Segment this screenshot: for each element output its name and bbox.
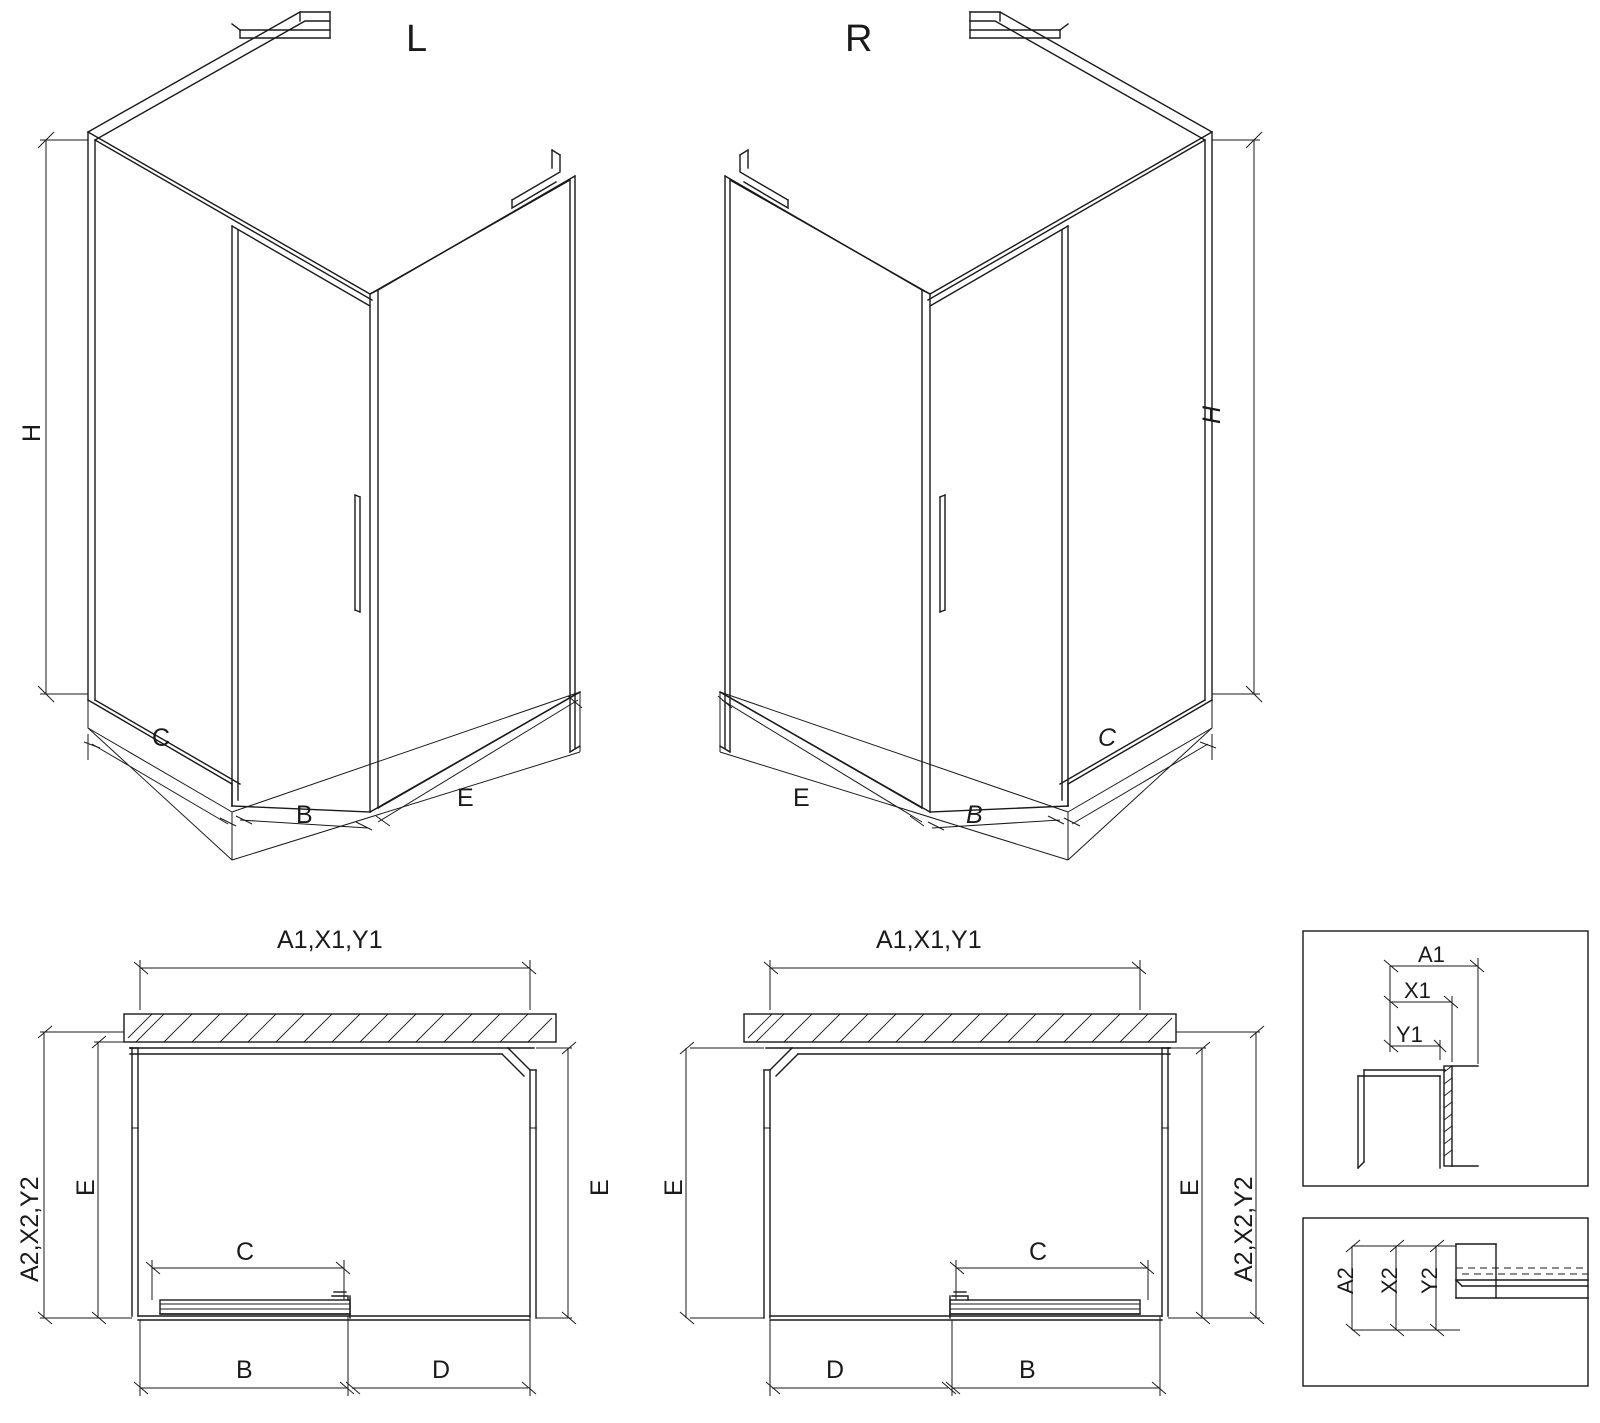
iso-left-width-label: E xyxy=(457,784,474,812)
detail-bottom-y2-label: Y2 xyxy=(1417,1267,1442,1294)
detail-bottom-a2-label: A2 xyxy=(1333,1267,1358,1294)
plan-left-top-dim-label: A1,X1,Y1 xyxy=(277,926,383,954)
plan-left-inner-right-label: E xyxy=(586,1179,614,1196)
variant-label-right: R xyxy=(845,18,873,60)
plan-left-d-label: D xyxy=(432,1356,451,1384)
detail-bottom-x2-label: X2 xyxy=(1377,1267,1402,1294)
plan-right-c-label: C xyxy=(1029,1238,1048,1266)
plan-right-side-dim-label: A2,X2,Y2 xyxy=(1230,1176,1258,1282)
iso-left-view xyxy=(38,12,582,860)
plan-left-c-label: C xyxy=(236,1238,255,1266)
plan-right-inner-left-label: E xyxy=(660,1179,688,1196)
detail-bottom-view xyxy=(1303,1218,1588,1386)
iso-left-height-label: H xyxy=(18,423,46,442)
iso-left-door-label: B xyxy=(296,801,313,829)
variant-label-left: L xyxy=(406,18,428,60)
iso-right-door-label: B xyxy=(966,801,983,829)
iso-right-width-label: E xyxy=(793,784,810,812)
plan-left-side-dim-label: A2,X2,Y2 xyxy=(16,1176,44,1282)
plan-right-inner-right-label: E xyxy=(1176,1179,1204,1196)
detail-top-y1-label: Y1 xyxy=(1396,1022,1423,1047)
iso-right-depth-label: C xyxy=(1098,724,1117,752)
plan-left-view xyxy=(38,960,576,1396)
detail-top-x1-label: X1 xyxy=(1404,978,1431,1003)
plan-right-d-label: D xyxy=(826,1356,845,1384)
plan-left-b-label: B xyxy=(236,1356,253,1384)
detail-top-a1-label: A1 xyxy=(1418,942,1445,967)
plan-left-inner-left-label: E xyxy=(72,1179,100,1196)
detail-top-view xyxy=(1303,931,1588,1186)
iso-right-view xyxy=(718,12,1262,860)
plan-right-b-label: B xyxy=(1019,1356,1036,1384)
plan-right-top-dim-label: A1,X1,Y1 xyxy=(876,926,982,954)
iso-left-depth-label: C xyxy=(152,724,171,752)
iso-right-height-label: H xyxy=(1198,405,1226,424)
plan-right-view xyxy=(680,960,1264,1396)
